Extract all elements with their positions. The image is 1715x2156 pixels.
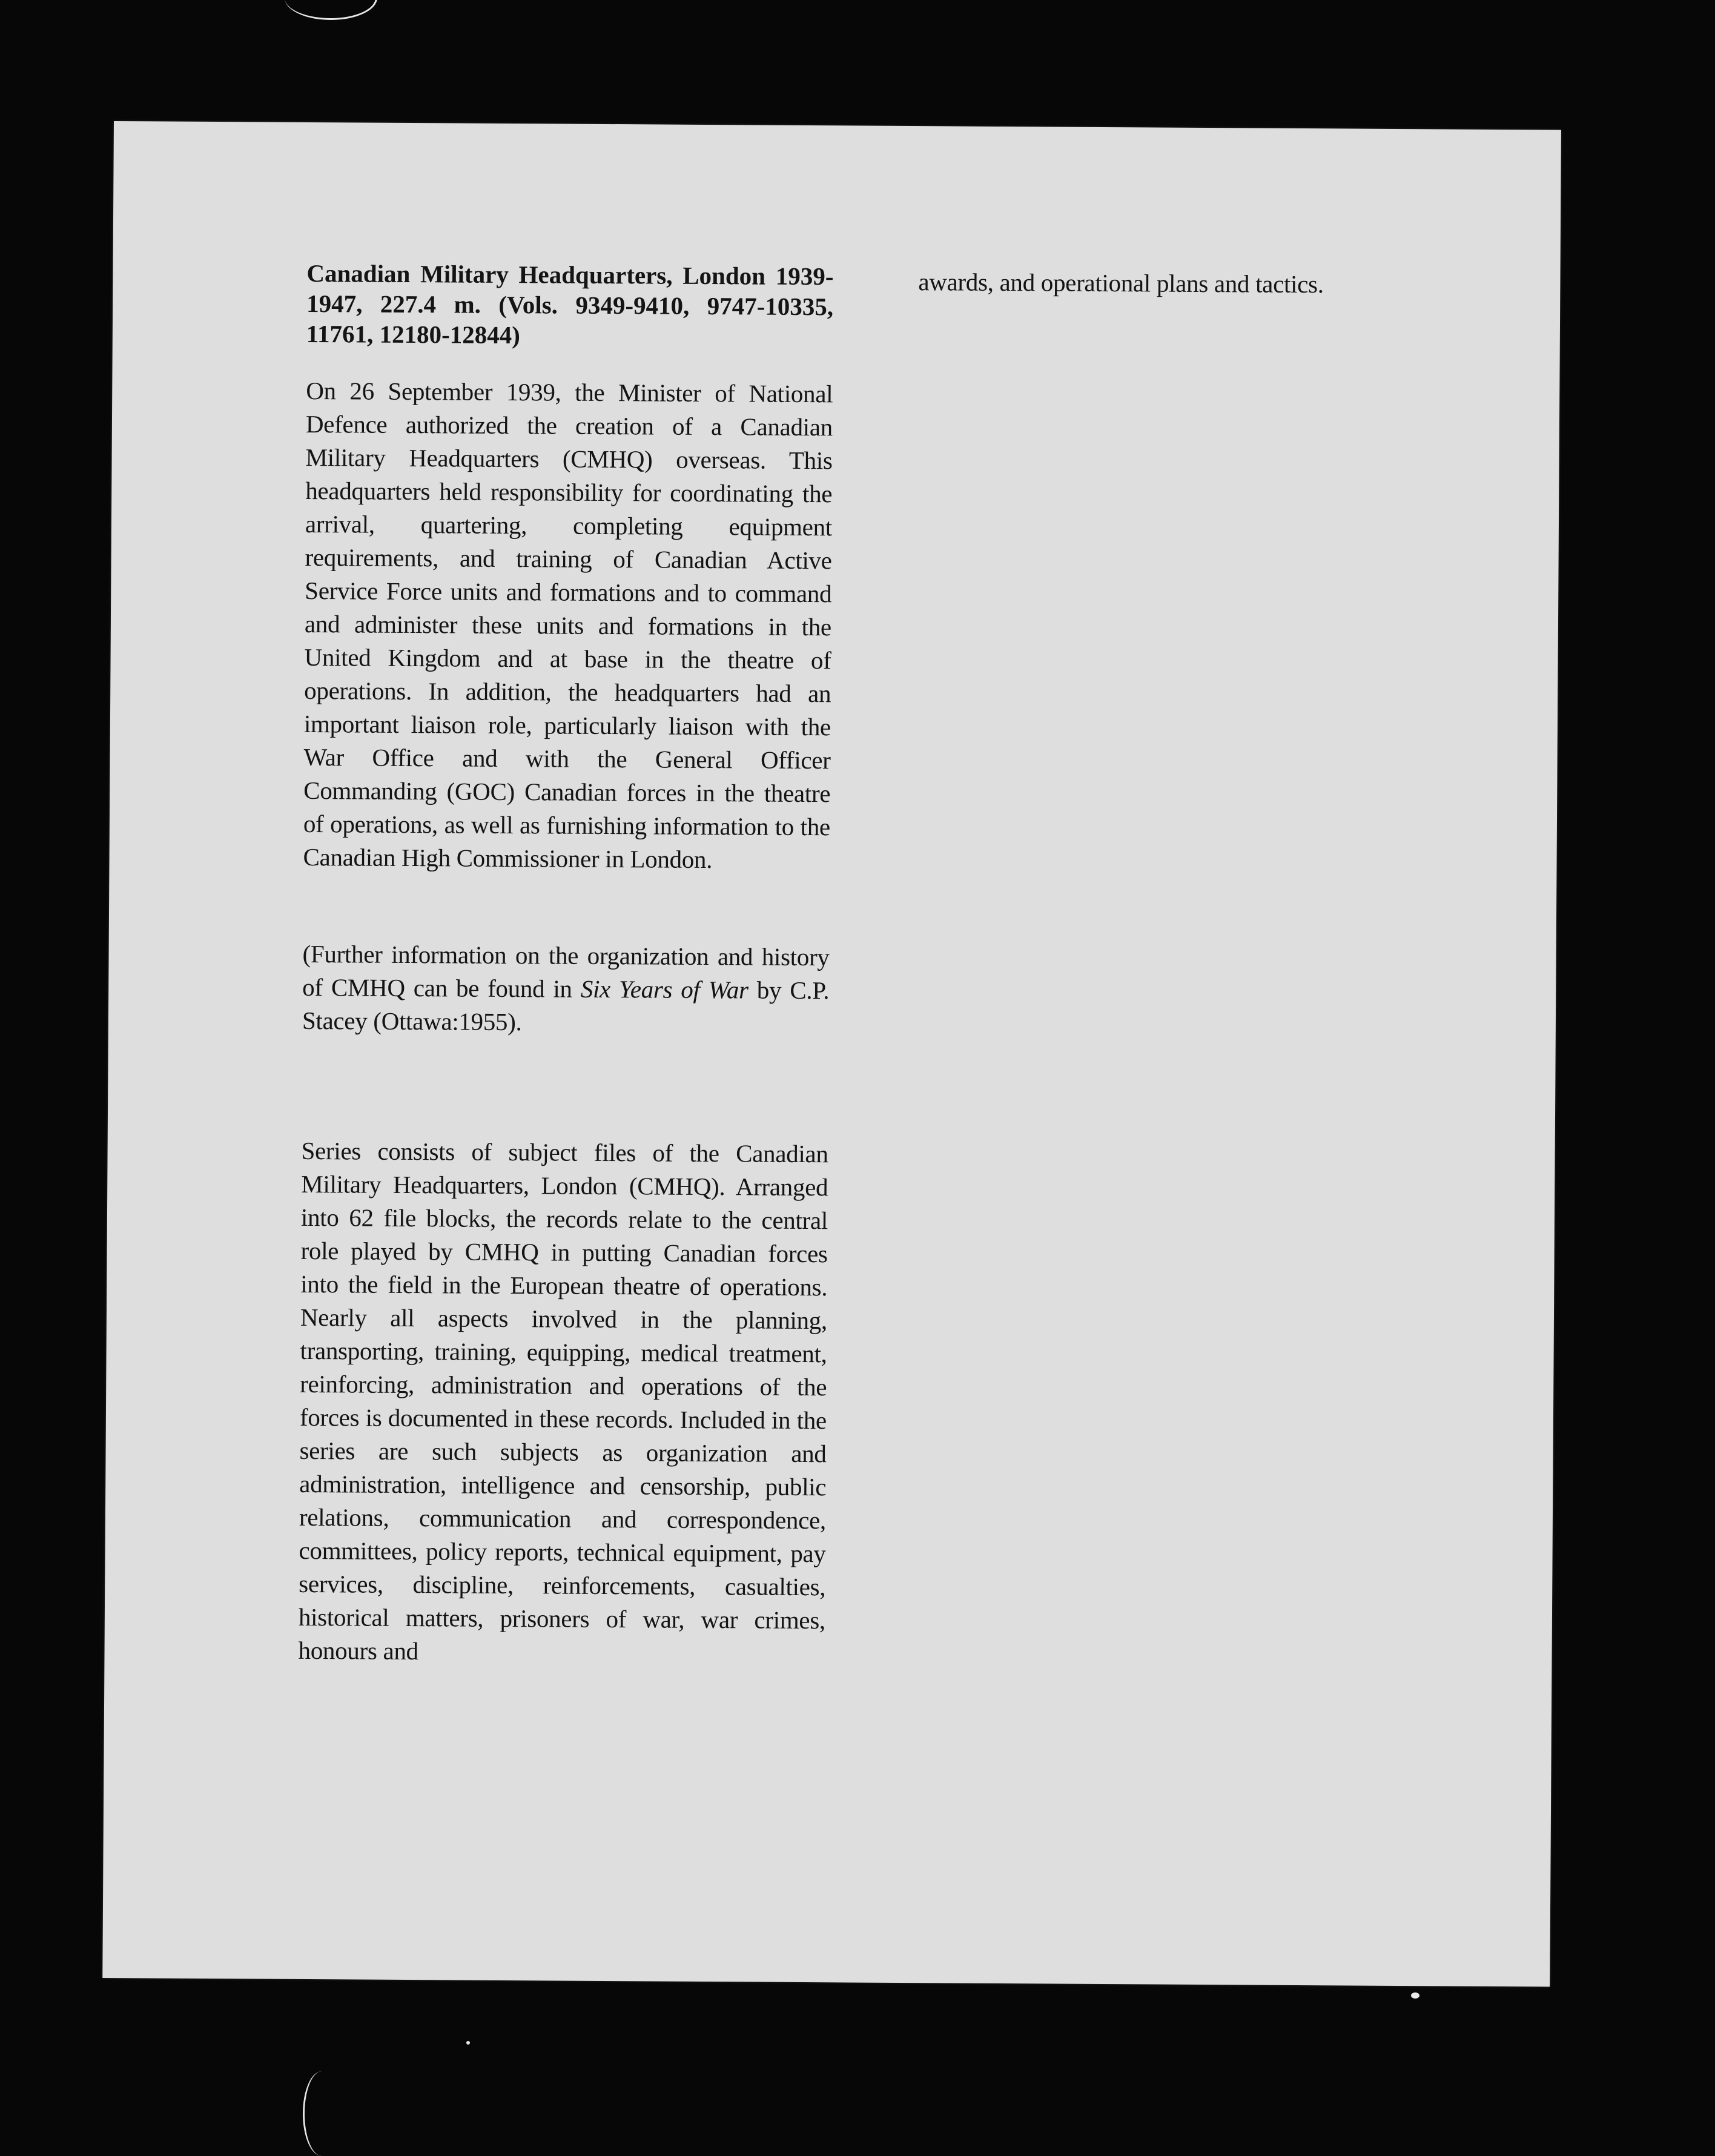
film-speck <box>466 2041 470 2045</box>
left-column <box>298 258 833 1670</box>
film-scratch-top-left <box>285 0 377 20</box>
book-title: Six Years of War <box>580 974 748 1004</box>
document-page <box>102 121 1561 1987</box>
note-text-before: (Further information on the organization and history of CMHQ can be found in <box>302 939 830 1003</box>
series-description-paragraph: Series consists of subject files of the Canadian Military Headquarters, London (CMHQ). Arranged into 62 file blocks, the records relate to the central role played by CMHQ in putting Canadian forces into the field in the European theatre of operations. Nearly all aspects involved in the planning, transporting, training, equipping, medical treatment, reinforcing, administration and operations of the forces is documented in these records. Included in the series are such subjects as organization and administration, intelligence and censorship, public relations, communication and correspondence, committees, policy reports, technical equipment, pay services, discipline, reinforcements, casualties, historical matters, prisoners of war, war crimes, honours and <box>298 1136 828 1665</box>
right-column <box>918 265 1463 302</box>
further-info-note <box>302 937 830 1040</box>
film-scratch-bottom-left <box>303 2071 341 2156</box>
note-text-after: by C.P. Stacey (Ottawa:1955). <box>302 976 830 1036</box>
record-heading: Canadian Military Headquarters, London 1939-1947, 227.4 m. (Vols. 9349-9410, 9747-10335, 11761, 12180-12844) <box>306 259 834 349</box>
continuation-text: awards, and operational plans and tactics. <box>918 268 1324 299</box>
history-paragraph: On 26 September 1939, the Minister of National Defence authorized the creation of a Canadian Military Headquarters (CMHQ) overseas. This headquarters held responsibility for coordinating the arrival, quartering, completing equipment requirements, and training of Canadian Active Service Force units and formations and to command and administer these units and formations in the United Kingdom and at base in the theatre of operations. In addition, the headquarters had an important liaison role, particularly liaison with the War Office and with the General Officer Commanding (GOC) Canadian forces in the theatre of operations, as well as furnishing information to the Canadian High Commissioner in London. <box>303 376 833 874</box>
film-speck <box>1411 1992 1419 1999</box>
